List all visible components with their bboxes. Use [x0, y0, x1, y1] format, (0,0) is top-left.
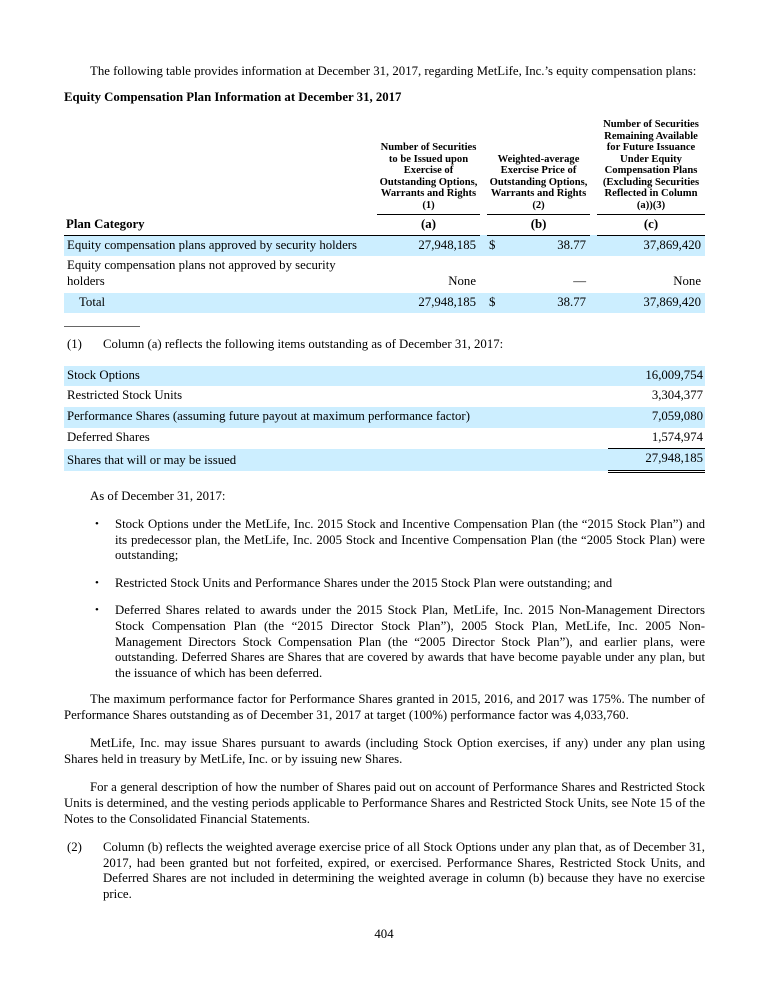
bullet-item — [95, 576, 705, 592]
plan-category-header: Plan Category — [64, 215, 377, 236]
column-letter-b: (b) — [487, 215, 590, 236]
body-paragraph: For a general description of how the number of Shares paid out on account of Performance Shares and Restricted Stock Units is determined, and the vesting periods applicable to Performance Shares and Restricted Stock Units, see Note 15 of the Notes to the Consolidated Financial Statements. — [64, 780, 705, 826]
bullet-text: Stock Options under the MetLife, Inc. 2015 Stock and Incentive Compensation Plan (the “2015 Stock Plan”) and its predecessor plan, the MetLife, Inc. 2005 Stock and Incentive Compensation Plan (the “2005 Stock Plan) were outstanding; — [115, 517, 705, 563]
intro-paragraph: The following table provides information at December 31, 2017, regarding MetLife, Inc.’s equity compensation plans: — [90, 64, 697, 78]
row-label: Equity compensation plans not approved by security holders — [67, 258, 336, 288]
column-header-a: Number of Securities to be Issued upon Exercise of Outstanding Options, Warrants and Rights (1) — [377, 119, 480, 215]
row-label: Total — [79, 294, 106, 309]
page-title: Equity Compensation Plan Information at December 31, 2017 — [64, 89, 402, 104]
cell-c: 37,869,420 — [643, 294, 702, 309]
row-label: Equity compensation plans approved by security holders — [67, 237, 357, 252]
header-gap — [590, 119, 597, 215]
row-label: Stock Options — [67, 367, 140, 382]
page-number: 404 — [374, 927, 394, 942]
bullet-item — [95, 517, 705, 564]
row-label: Shares that will or may be issued — [67, 452, 237, 467]
row-value: 27,948,185 — [608, 449, 705, 472]
column-a-breakdown-table — [64, 366, 705, 473]
cell-a: 27,948,185 — [418, 237, 476, 252]
cell-a: None — [448, 273, 476, 288]
row-label: Deferred Shares — [67, 430, 150, 445]
bullet-glyph: • — [95, 576, 99, 589]
cell-b: — — [573, 273, 587, 288]
column-letter-a: (a) — [377, 215, 480, 236]
table-letter-row — [64, 215, 705, 236]
table-row-total — [64, 449, 705, 472]
table-row — [64, 428, 705, 449]
equity-compensation-table — [64, 119, 705, 313]
cell-b: 38.77 — [557, 237, 587, 252]
row-label: Performance Shares (assuming future payout at maximum performance factor) — [67, 408, 470, 423]
bullet-glyph: • — [95, 604, 99, 617]
table-row — [64, 386, 705, 407]
body-paragraph: The maximum performance factor for Performance Shares granted in 2015, 2016, and 2017 was 175%. The number of Performance Shares outstanding as of December 31, 2017 at target (100%) performance factor was 4,033,760. — [64, 692, 705, 723]
cell-b-currency: $ — [489, 294, 496, 309]
footnote-1 — [64, 337, 705, 353]
cell-b-currency — [487, 256, 505, 292]
row-label: Restricted Stock Units — [67, 388, 183, 403]
bullet-item — [95, 603, 705, 681]
header-gap — [480, 215, 487, 236]
as-of-line: As of December 31, 2017: — [90, 488, 226, 503]
cell-a: 27,948,185 — [418, 294, 476, 309]
footnote-2 — [64, 840, 705, 902]
header-spacer — [64, 119, 372, 215]
cell-c: None — [673, 273, 702, 288]
row-value: 3,304,377 — [651, 388, 703, 403]
table-row — [64, 235, 705, 256]
table-row-total — [64, 293, 705, 314]
header-gap — [480, 119, 487, 215]
footnote-marker: (2) — [67, 840, 82, 854]
column-letter-c: (c) — [597, 215, 705, 236]
table-row — [64, 366, 705, 387]
footnote-text: Column (b) reflects the weighted average exercise price of all Stock Options under any plan that, as of December 31, 2017, had been granted but not forfeited, expired, or exercised. Performance Shares, Restricted Stock Units, and Deferred Shares are not included in determining the weighted average in column (b) because they have no exercise price. — [103, 840, 705, 901]
bullet-glyph: • — [95, 518, 99, 531]
cell-b: 38.77 — [557, 294, 587, 309]
row-value: 1,574,974 — [608, 428, 705, 449]
table-row — [64, 256, 705, 292]
column-header-c: Number of Securities Remaining Available for Future Issuance Under Equity Compensation Plans (Excluding Securities Reflected in Column (a))(3) — [597, 119, 705, 215]
column-header-b: Weighted-average Exercise Price of Outstanding Options, Warrants and Rights (2) — [487, 119, 590, 215]
bullet-text: Deferred Shares related to awards under the 2015 Stock Plan, MetLife, Inc. 2015 Non-Management Directors Stock Compensation Plan (the “2015 Director Stock Plan”), 2005 Stock Plan, MetLife, Inc. 2005 Non-Management Directors Stock Compensation Plan (the “2005 Director Stock Plan”), and earlier plans, were outstanding. Deferred Shares are Shares that are covered by awards that have become payable under any plan, but the issuance of which has been deferred. — [115, 603, 705, 680]
row-value: 7,059,080 — [651, 408, 703, 423]
footnote-separator — [64, 326, 140, 327]
cell-b-currency: $ — [489, 237, 496, 252]
bullet-text: Restricted Stock Units and Performance Shares under the 2015 Stock Plan were outstanding; and — [115, 575, 613, 590]
table-row — [64, 407, 705, 428]
body-paragraph: MetLife, Inc. may issue Shares pursuant to awards (including Stock Option exercises, if any) under any plan using Shares held in treasury by MetLife, Inc. or by issuing new Shares. — [64, 736, 705, 767]
table-header-row — [64, 119, 705, 215]
footnote-marker: (1) — [67, 337, 82, 352]
footnote-text: Column (a) reflects the following items outstanding as of December 31, 2017: — [103, 337, 504, 352]
cell-c: 37,869,420 — [643, 237, 702, 252]
row-value: 16,009,754 — [645, 367, 703, 382]
header-gap — [590, 215, 597, 236]
